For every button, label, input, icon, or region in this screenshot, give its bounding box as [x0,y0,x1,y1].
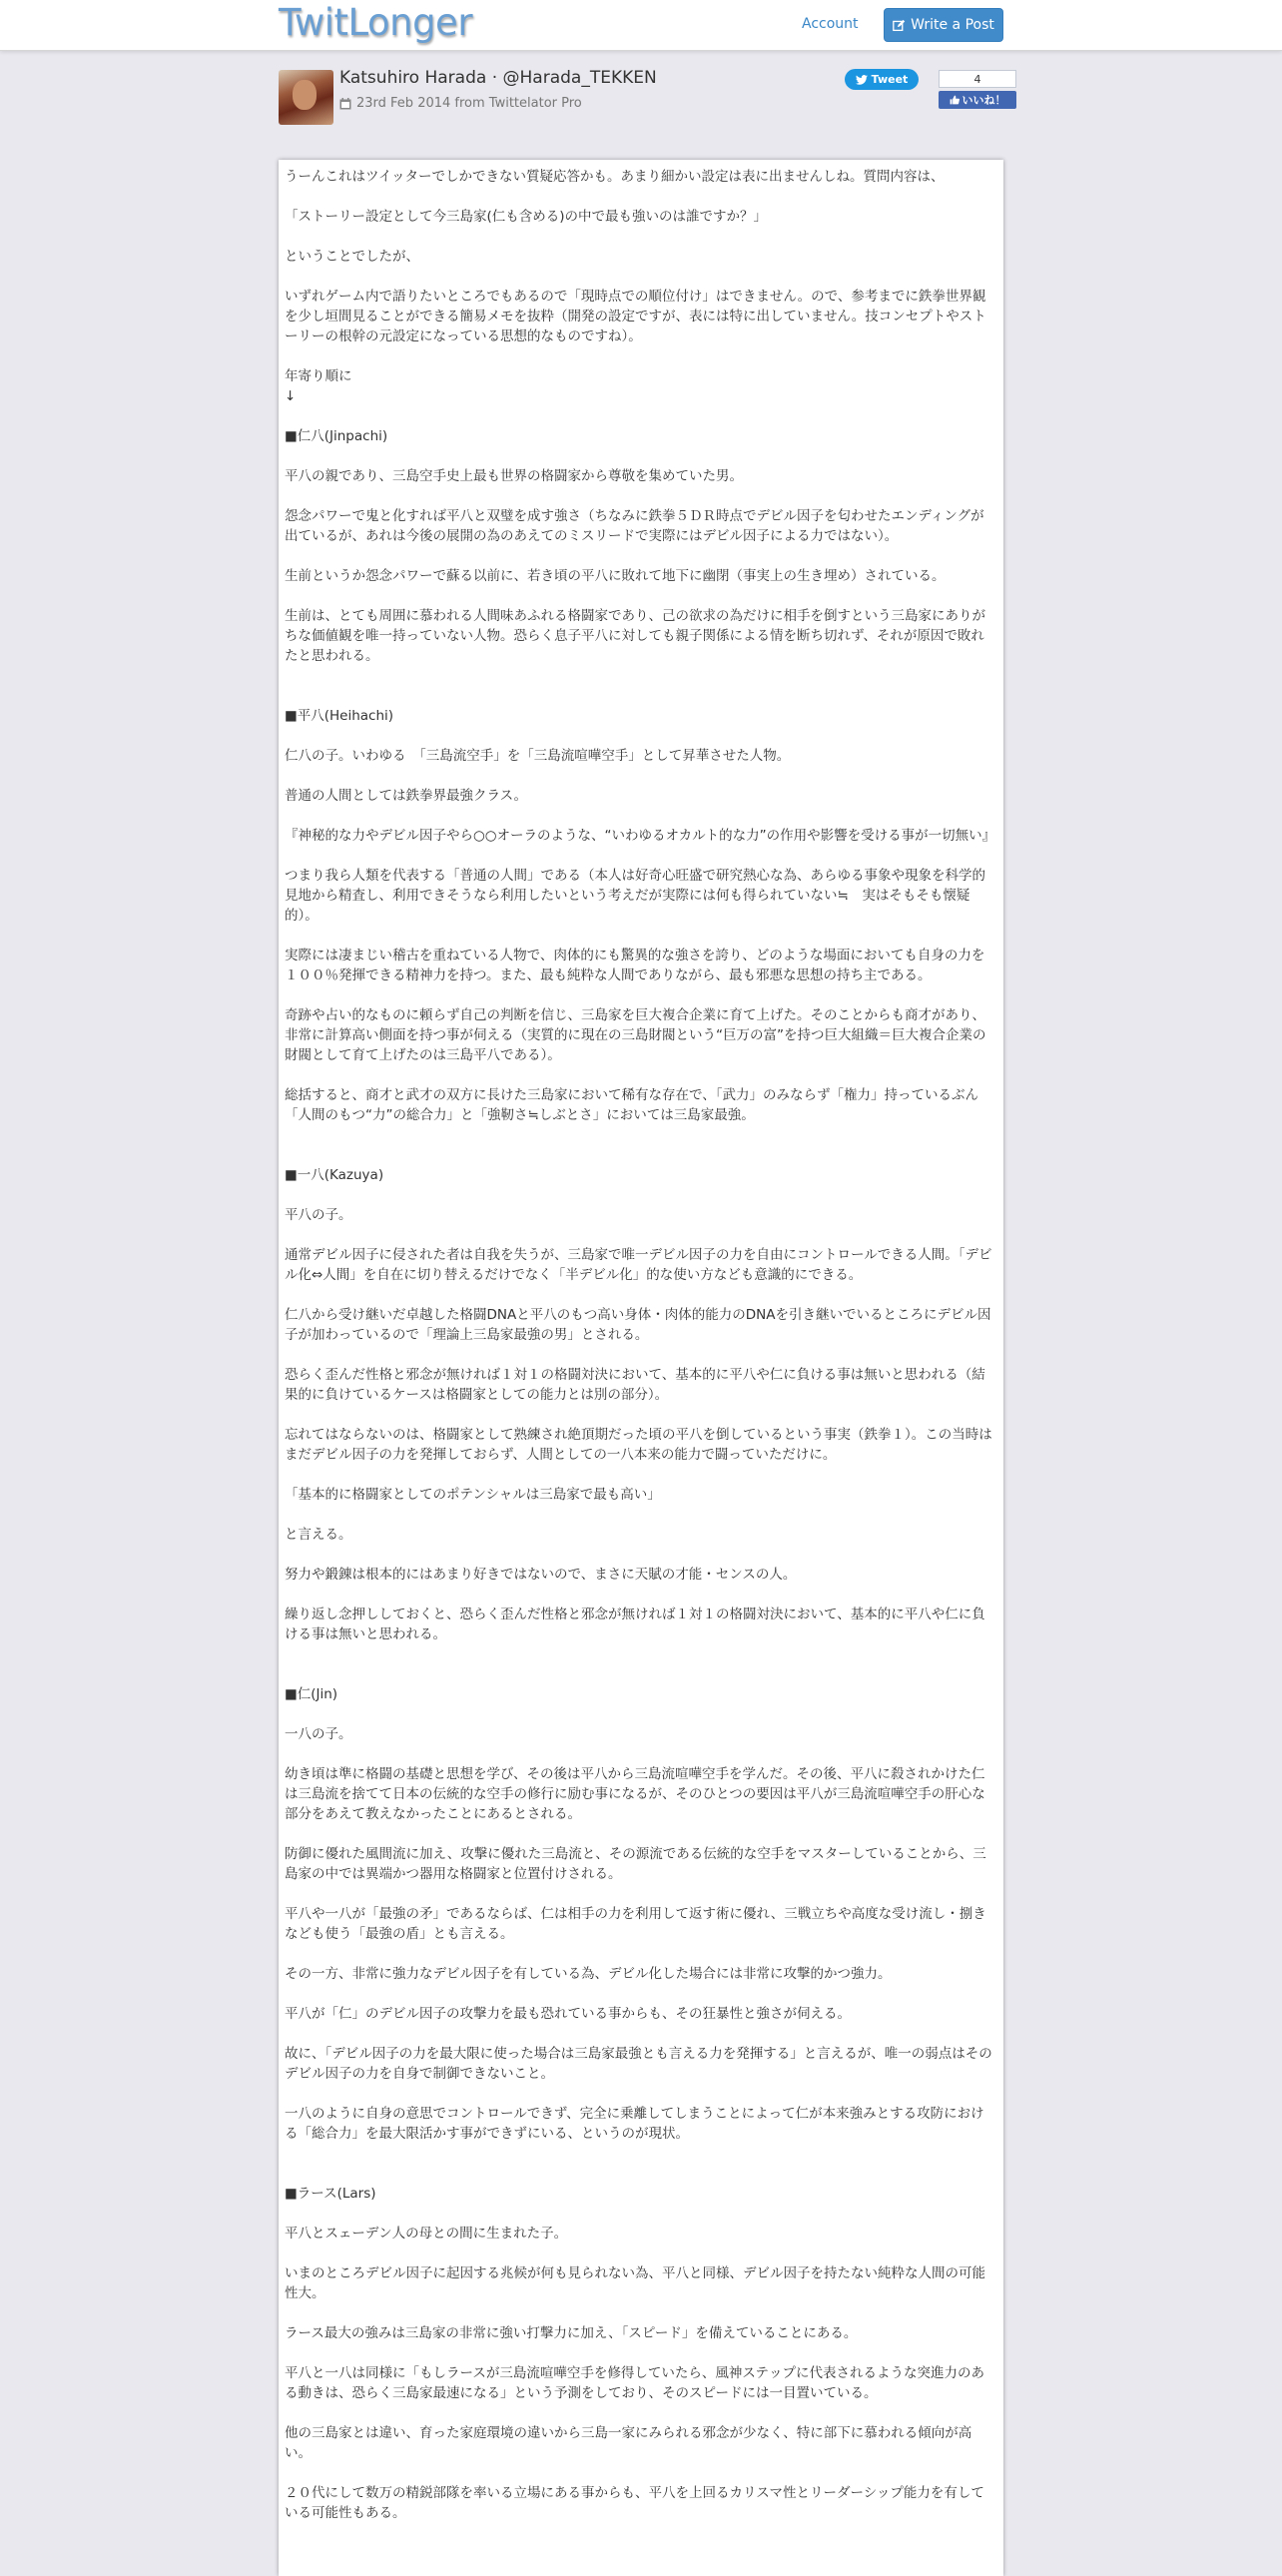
post-paragraph: 防御に優れた風間流に加え、攻撃に優れた三島流と、その源流である伝統的な空手をマスターしていることから、三島家の中では異端かつ器用な格闘家と位置付けされる。 [285,1846,986,1882]
calendar-icon [339,98,351,110]
post-paragraph: 総括すると、商才と武才の双方に長けた三島家において稀有な存在で、「武力」のみならず「権力」持っているぶん「人間のもつ“力”の総合力」と「強靭さ≒しぶとさ」においては三島家最強。 [285,1087,978,1123]
post-paragraph: つまり我ら人類を代表する「普通の人間」である（本人は好奇心旺盛で研究熱心な為、あらゆる事象や現象を科学的見地から精査し、利用できそうなら利用したいという考えだが実際には何も得られていない≒ 実はそもそも懐疑的）。 [285,868,985,924]
post-paragraph: 努力や鍛錬は根本的にはあまり好きではないので、まさに天賦の才能・センスの人。 [285,1567,797,1583]
post-paragraph: と言える。 [285,1527,352,1543]
post-paragraph: 平八と一八は同様に「もしラースが三島流喧嘩空手を修得していたら、風神ステップに代表されるような突進力のある動きは、恐らく三島家最速になる」という予測をしており、そのスピードには一目置いている。 [285,2365,985,2401]
post-meta [339,96,582,111]
post-paragraph: 奇跡や占い的なものに頼らず自己の判断を信じ、三島家を巨大複合企業に育て上げた。そのことからも商才があり、非常に計算高い側面を持つ事が伺える（実質的に現在の三島財閥という“巨万の富”を持つ巨大組織＝巨大複合企業の財閥として育て上げたのは三島平八である）。 [285,1007,986,1063]
tweet-label: Tweet [871,73,909,86]
post-paragraph: 生前は、とても周囲に慕われる人間味あふれる格闘家であり、己の欲求の為だけに相手を倒すという三島家にありがちな価値観を唯一持っていない人物。恐らく息子平八に対しても親子関係による情を断ち切れず、それが原因で敗れたと思われる。 [285,608,985,664]
post-paragraph: ラース最大の強みは三島家の非常に強い打撃力に加え、「スピード」を備えていることにある。 [285,2325,858,2341]
post-paragraph: 平八が「仁」のデビル因子の攻撃力を最も恐れている事からも、その狂暴性と強さが伺える。 [285,2006,851,2022]
post-paragraph: いまのところデビル因子に起因する兆候が何も見られない為、平八と同様、デビル因子を持たない純粋な人間の可能性大。 [285,2265,985,2301]
like-count: 4 [939,70,1016,88]
post-paragraph: 一八の子。 [285,1726,352,1742]
post-paragraph: 他の三島家とは違い、育った家庭環境の違いから三島一家にみられる邪念が少なく、特に部下に慕われる傾向が高い。 [285,2425,972,2461]
author-name[interactable]: Katsuhiro Harada · @Harada_TEKKEN [339,68,657,88]
post-paragraph: 仁八の子。いわゆる 「三島流空手」を「三島流喧嘩空手」として昇華させた人物。 [285,748,791,764]
post-paragraph: うーんこれはツイッターでしかできない質疑応答かも。あまり細かい設定は表に出ませんしね。質問内容は、 [285,169,945,185]
post-paragraph: 平八の子。 [285,1207,352,1223]
section-heading: ■仁八(Jinpachi) [285,428,388,444]
post-paragraph: 平八や一八が「最強の矛」であるならば、仁は相手の力を利用して返す術に優れ、三戦立ちや高度な受け流し・捌きなども使う「最強の盾」とも言える。 [285,1906,986,1942]
post-paragraph: 幼き頃は準に格闘の基礎と思想を学び、その後は平八から三島流喧嘩空手を学んだ。その後、平八に殺されかけた仁は三島流を捨てて日本の伝統的な空手の修行に励む事になるが、そのひとつの要因は平八が三島流喧嘩空手の肝心な部分をあえて教えなかったことにあるとされる。 [285,1766,985,1822]
post-paragraph: 恐らく歪んだ性格と邪念が無ければ１対１の格闘対決において、基本的に平八や仁に負ける事は無いと思われる（結果的に負けているケースは格闘家としての能力とは別の部分）。 [285,1367,985,1403]
post-paragraph: その一方、非常に強力なデビル因子を有している為、デビル化した場合には非常に攻撃的かつ強力。 [285,1966,892,1982]
like-label: いいね！ [962,94,1006,107]
post-paragraph: 『神秘的な力やデビル因子やら○○オーラのような、“いわゆるオカルト的な力”の作用や影響を受ける事が一切無い』 [285,828,996,844]
post-paragraph: 仁八から受け継いだ卓越した格闘DNAと平八のもつ高い身体・肉体的能力のDNAを引き継いでいるところにデビル因子が加わっているので「理論上三島家最強の男」とされる。 [285,1307,991,1343]
post-paragraph: 普通の人間としては鉄拳界最強クラス。 [285,788,527,804]
post-paragraph: 「基本的に格闘家としてのポテンシャルは三島家で最も高い」 [285,1487,661,1503]
post-paragraph: 怨念パワーで鬼と化すれば平八と双璧を成す強さ（ちなみに鉄拳５ＤＲ時点でデビル因子を匂わせたエンディングが出ているが、あれは今後の展開の為のあえてのミスリードで実際にはデビル因子による力ではない）。 [285,508,984,544]
section-heading: ■一八(Kazuya) [285,1167,384,1183]
pencil-square-icon [893,19,906,32]
post-paragraph: 忘れてはならないのは、格闘家として熟練され絶頂期だった頃の平八を倒しているという事実（鉄拳１）。この当時はまだデビル因子の力を発揮しておらず、人間としての一八本来の能力で闘っていただけに。 [285,1427,992,1463]
post-paragraph: ということでしたが、 [285,249,419,265]
tweet-button[interactable] [845,69,919,90]
twitter-bird-icon [856,75,868,85]
post-body [285,167,996,2523]
section-heading: ■ラース(Lars) [285,2186,376,2202]
post-date-source: 23rd Feb 2014 from Twittelator Pro [356,96,582,111]
facebook-like-button[interactable] [939,91,1016,109]
post-paragraph: 実際には凄まじい稽古を重ねている人物で、肉体的にも驚異的な強さを誇り、どのような場面においても自身の力を１００％発揮できる精神力を持つ。また、最も純粋な人間でありながら、最も邪悪な思想の持ち主である。 [285,948,985,983]
post-paragraph: 年寄り順に ↓ [285,368,352,404]
post-paragraph: ２０代にして数万の精鋭部隊を率いる立場にある事からも、平八を上回るカリスマ性とリーダーシップ能力を有している可能性もある。 [285,2485,984,2521]
post-paragraph: 一八のように自身の意思でコントロールできず、完全に乗離してしまうことによって仁が本来強みとする攻防における「総合力」を最大限活かす事ができずにいる、というのが現状。 [285,2106,984,2142]
avatar[interactable] [279,70,333,125]
post-paragraph: 生前というか怨念パワーで蘇る以前に、若き頃の平八に敗れて地下に幽閉（事実上の生き埋め）されている。 [285,568,946,584]
write-post-button[interactable] [884,8,1003,42]
post-paragraph: 通常デビル因子に侵された者は自我を失うが、三島家で唯一デビル因子の力を自由にコントロールできる人間。「デビル化⇔人間」を自在に切り替えるだけでなく「半デビル化」的な使い方なども意識的にできる。 [285,1247,992,1283]
post-paragraph: 繰り返し念押ししておくと、恐らく歪んだ性格と邪念が無ければ１対１の格闘対決において、基本的に平八や仁に負ける事は無いと思われる。 [285,1607,985,1642]
account-link[interactable]: Account [802,16,859,32]
top-navbar [0,0,1282,51]
thumbs-up-icon [950,95,960,105]
write-post-label: Write a Post [911,17,994,33]
twitlonger-logo[interactable]: TwitLonger [279,1,473,44]
section-heading: ■仁(Jin) [285,1686,338,1702]
post-paragraph: 平八とスェーデン人の母との間に生まれた子。 [285,2226,568,2242]
post-paragraph: 故に、「デビル因子の力を最大限に使った場合は三島家最強とも言える力を発揮する」と言えるが、唯一の弱点はそのデビル因子の力を自身で制御できないこと。 [285,2046,992,2082]
post-paragraph: 平八の親であり、三島空手史上最も世界の格闘家から尊敬を集めていた男。 [285,468,743,484]
post-card [279,160,1003,2576]
section-heading: ■平八(Heihachi) [285,708,394,724]
post-paragraph: いずれゲーム内で語りたいところでもあるので「現時点での順位付け」はできません。ので、参考までに鉄拳世界観を少し垣間見ることができる簡易メモを抜粋（開発の設定ですが、表には特に出していません。技コンセプトやストーリーの根幹の元設定になっている思想的なものですね）。 [285,289,986,344]
post-paragraph: 「ストーリー設定として今三島家(仁も含める)の中で最も強いのは誰ですか？」 [285,209,768,225]
